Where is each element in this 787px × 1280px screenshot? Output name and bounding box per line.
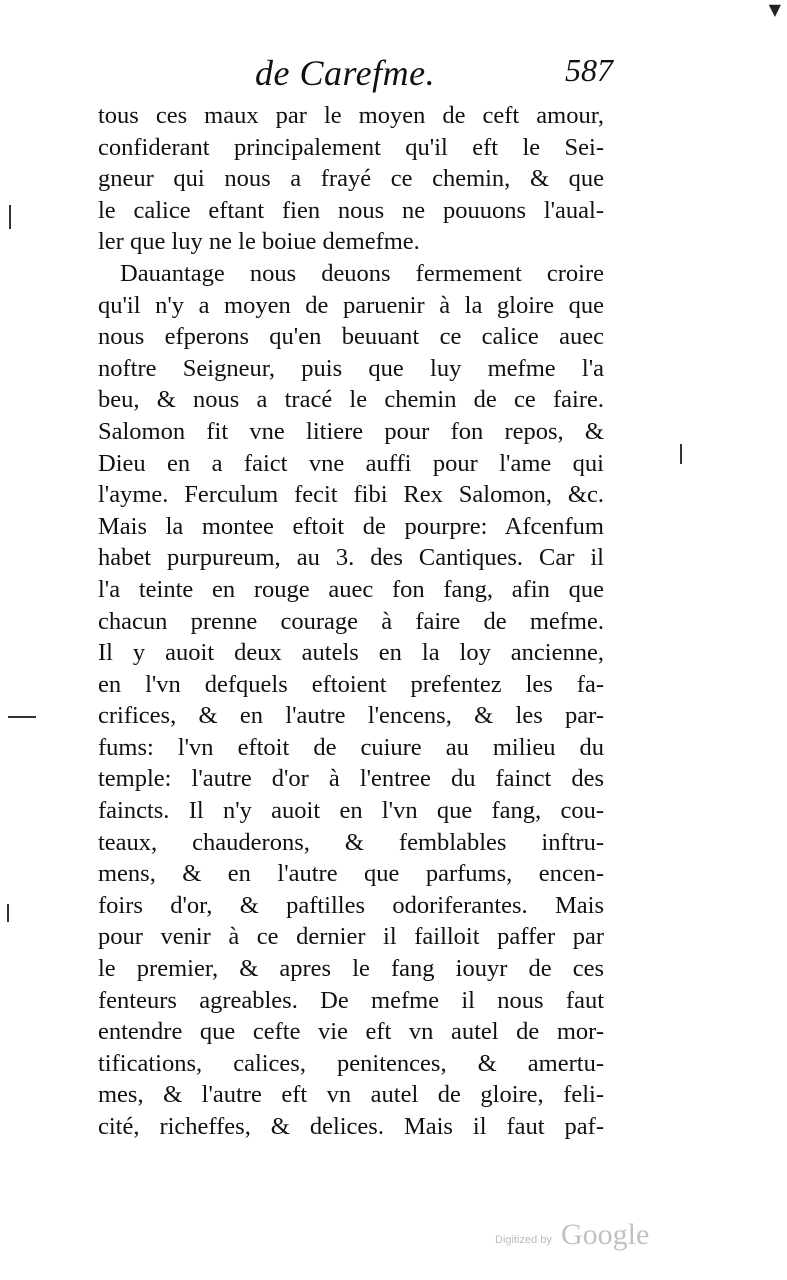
corner-mark: ▼ — [768, 0, 781, 19]
text-line: Salomon fit vne litiere pour fon repos, & — [98, 417, 604, 445]
text-line: cité, richeffes, & delices. Mais il faut paf- — [98, 1113, 604, 1140]
text-line: l'a teinte en rouge auec fon fang, afin que — [98, 575, 604, 603]
text-line: gneur qui nous a frayé ce chemin, & que — [98, 165, 604, 193]
margin-tick — [9, 205, 11, 229]
text-line: crifices, & en l'autre l'encens, & les par- — [98, 702, 604, 730]
text-line: mens, & en l'autre que parfums, encen- — [98, 860, 604, 888]
text-line: Il y auoit deux autels en la loy ancienne, — [98, 639, 604, 667]
google-logo: Google — [561, 1218, 650, 1251]
digitized-by-label: Digitized by — [495, 1234, 552, 1246]
text-line: le calice eftant fien nous ne pouuons l'aual- — [98, 196, 604, 224]
text-line: foirs d'or, & paftilles odoriferantes. Mais — [98, 891, 604, 919]
text-line: nous efperons qu'en beuuant ce calice auec — [98, 323, 604, 351]
text-line: tifications, calices, penitences, & amertu- — [98, 1049, 604, 1077]
text-line: temple: l'autre d'or à l'entree du fainct des — [98, 765, 604, 793]
body-text — [98, 100, 604, 1143]
text-line: mes, & l'autre eft vn autel de gloire, feli- — [98, 1081, 604, 1109]
page-number: 587 — [565, 52, 613, 88]
text-line: entendre que cefte vie eft vn autel de mor- — [98, 1018, 604, 1046]
text-line: noftre Seigneur, puis que luy mefme l'a — [98, 354, 604, 382]
text-line: Mais la montee eftoit de pourpre: Afcenfum — [98, 512, 604, 540]
text-line: faincts. Il n'y auoit en l'vn que fang, cou- — [98, 797, 604, 825]
google-watermark — [495, 1218, 665, 1258]
text-line: habet purpureum, au 3. des Cantiques. Car il — [98, 544, 604, 572]
text-line: en l'vn defquels eftoient prefentez les fa- — [98, 670, 604, 698]
text-line: ler que luy ne le boiue demefme. — [98, 228, 420, 256]
text-line: Dieu en a faict vne auffi pour l'ame qui — [98, 449, 604, 477]
text-line: Dauantage nous deuons fermement croire — [120, 259, 604, 287]
text-line: fums: l'vn eftoit de cuiure au milieu du — [98, 733, 604, 761]
text-line: chacun prenne courage à faire de mefme. — [98, 607, 604, 635]
margin-tick — [7, 904, 9, 922]
margin-tick — [8, 716, 36, 718]
text-line: confiderant principalement qu'il eft le Sei- — [98, 133, 604, 161]
text-line: l'ayme. Ferculum fecit fibi Rex Salomon, &c. — [98, 481, 604, 509]
page-header — [255, 52, 625, 100]
text-line: le premier, & apres le fang iouyr de ces — [98, 955, 604, 983]
text-line: qu'il n'y a moyen de paruenir à la gloire que — [98, 291, 604, 319]
running-title: de Carefme. — [255, 53, 436, 93]
margin-tick — [680, 444, 682, 464]
text-line: beu, & nous a tracé le chemin de ce faire. — [98, 386, 604, 414]
text-line: fenteurs agreables. De mefme il nous faut — [98, 986, 604, 1014]
text-line: tous ces maux par le moyen de ceft amour, — [98, 102, 604, 129]
text-line: pour venir à ce dernier il failloit paffer par — [98, 923, 604, 951]
text-line: teaux, chauderons, & femblables inftru- — [98, 828, 604, 856]
